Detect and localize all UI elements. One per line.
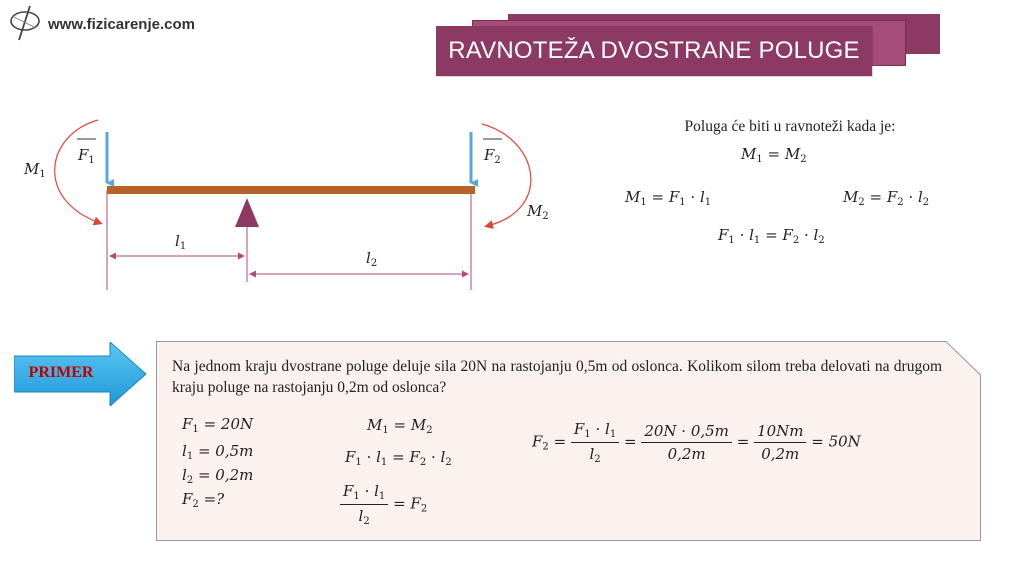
- eq-balance: $F_1 \cdot l_1 = F_2 \cdot l_2$: [718, 226, 825, 246]
- label-f2: $F_2$: [484, 146, 501, 166]
- eq-m1-definition: $M_1 = F_1 \cdot l_1$: [625, 188, 712, 208]
- label-m2: $M_2$: [527, 202, 549, 222]
- phi-logo-icon: [8, 4, 44, 42]
- condition-text: Poluga će biti u ravnoteži kada je:: [684, 118, 896, 135]
- given-f1: $F_1 = 20N$: [182, 415, 254, 435]
- label-m1: $M_1$: [24, 160, 46, 180]
- lever-bar: [107, 186, 475, 194]
- title-banner: [436, 14, 946, 76]
- lever-diagram: [0, 80, 600, 380]
- solution-fraction-simplified: $\frac{10Nm}{0,2m}$: [754, 422, 806, 463]
- solution-fraction-values: $\frac{20N \cdot 0,5m}{0,2m}$: [641, 422, 732, 463]
- equilibrium-condition: [600, 118, 980, 136]
- fulcrum-triangle: [235, 198, 259, 227]
- page-title: RAVNOTEŽA DVOSTRANE POLUGE: [436, 26, 872, 76]
- label-l1: $l_1$: [175, 232, 187, 252]
- solution-fraction-symbolic: $\frac{F_1 \cdot l_1}{l_2}$: [571, 420, 619, 465]
- solution-result: = 50N: [806, 432, 861, 451]
- given-l1: $l_1 = 0,5m$: [182, 442, 254, 462]
- step3-fraction: $\frac{F_1 \cdot l_1}{l_2}$: [340, 482, 388, 527]
- moment-m1-arc: [55, 120, 100, 223]
- problem-text: Na jednom kraju dvostrane poluge deluje sila 20N na rastojanju 0,5m od oslonca. Kolikom silom treba delovati na drugom kraju poluge na rastojanju 0,2m od oslonca?: [172, 358, 942, 396]
- label-l2: $l_2$: [366, 249, 378, 269]
- step-solve-f2: $\frac{F_1 \cdot l_1}{l_2}$ = $F_2$: [340, 482, 427, 527]
- step-balance: $F_1 \cdot l_1 = F_2 \cdot l_2$: [345, 448, 452, 468]
- site-logo[interactable]: [8, 4, 223, 42]
- eq-m1-equals-m2: $M_1 = M_2$: [741, 145, 807, 165]
- given-l2: $l_2 = 0,2m$: [182, 466, 254, 486]
- site-url: www.fizicarenje.com: [48, 16, 195, 33]
- given-f2-unknown: $F_2$ =?: [182, 490, 225, 510]
- step-moments-equal: $M_1 = M_2$: [367, 416, 433, 436]
- primer-label: PRIMER: [28, 364, 94, 381]
- eq-m2-definition: $M_2 = F_2 \cdot l_2$: [843, 188, 930, 208]
- solution-equation: $F_2$ = $\frac{F_1 \cdot l_1}{l_2}$ = $\frac{20N \cdot 0,5m}{0,2m}$ = $\frac{10Nm}{0,2m}$ = 50N: [532, 420, 861, 465]
- label-f1: $F_1$: [78, 146, 95, 166]
